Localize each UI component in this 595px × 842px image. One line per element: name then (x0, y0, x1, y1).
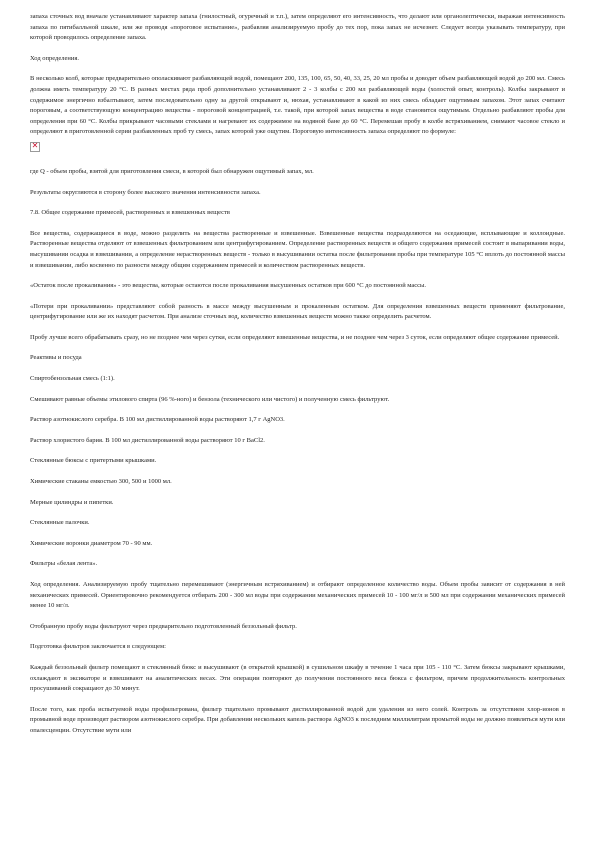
reagent-barium-chloride: Раствор хлористого бария. В 100 мл дистиллированной воды растворяют 10 г BaCl2. (30, 436, 265, 444)
solids-procedure-paragraph: Ход определения. Анализируемую пробу тщательно перемешивают (энергичным встряхиванием) и отбирают определенное количество воды. Объем пробы зависит от содержания в ней механических примесей. Ориентировочно рекомендуется отбирать 200 - 300 мл воды при содержании механических примесей 10 - 100 мг/л и 500 мл при содержании механических примесей менее 10 мг/л. (30, 581, 565, 610)
equipment-glass-rods: Стеклянные палочки. (30, 519, 90, 527)
reagent-alcohol-benzene: Спиртобензольная смесь (1:1). (30, 375, 115, 383)
formula-explanation: где Q - объем пробы, взятой для приготовления смеси, в которой был обнаружен ощутимый запах, мл. (30, 167, 314, 175)
broken-image-icon (30, 142, 40, 152)
odor-procedure-paragraph: В несколько колб, которые предварительно ополаскивают разбавляющей водой, помещают 200, 135, 100, 65, 50, 40, 33, 25, 20 мл пробы и доводят объем разбавляющей водой до 200 мл. Смесь должна иметь температуру 20 °С. В разных местах ряда проб дополнительно устанавливают 2 - 3 колбы с 200 мл разбавляющей воды (холостой опыт, контроль). Колбы закрывают и содержимое энергично взбалтывают, затем последовательно одну за другой открывают и, нюхая, устанавливают в какой из них смесь обладает ощутимым запахом. Этот запах считают пороговым, а соответствующую концентрацию вещества - пороговой концентрацией, т.е. такой, при которой запах вещества в воде становится ощутимым. Отдельно разбавляют пробы для определения при 60 °С. Колбы прикрывают часовыми стеклами и нагревают их содержимое на водяной бане до 60 °С. Перемешав пробу в колбе встряхиванием, снимают часовое стекло и определяют в приготовленной серии разбавленных проб ту смесь, запах которой уже ощутим. Пороговую интенсивность запаха определяют по формуле: (30, 75, 565, 136)
filter-drying-paragraph: Каждый беззольный фильтр помещают в стеклянный бюкс и высушивают (в открытой крышкой) в сушильном шкафу в течение 1 часа при 105 - 110 °С. Затем бюксы закрывают крышками, охлаждают в эксикаторе и взвешивают на аналитических весах. Эти операции повторяют до получения постоянного веса бюкса с фильтром, причем продолжительность контрольных просушиваний сокращают до 30 минут. (30, 663, 565, 693)
substances-paragraph: Все вещества, содержащиеся в воде, можно разделить на вещества растворенные и взвешенные. Взвешенные вещества подразделяются на оседающие, всплывающие и коллоидные. Растворенные вещества отделяют от взвешенных фильтрованием или центрифугированием. Определение растворенных веществ и общего содержания примесей состоит в выпаривании воды, высушивании осадка и взвешивании, а определение нерастворенных веществ - только в высушивании остатка после фильтрования пробы при температуре 105 °С вплоть до постоянной массы и взвешивании, либо косвенно по разности между общим содержанием примесей и количеством растворенных веществ. (30, 229, 565, 269)
equipment-funnels: Химические воронки диаметром 70 - 90 мм. (30, 539, 153, 547)
equipment-filters: Фильтры «белая лента». (30, 560, 98, 568)
formula-image (30, 142, 565, 167)
filter-prep-heading: Подготовка фильтров заключается в следующем: (30, 643, 166, 651)
equipment-beakers: Химические стаканы емкостью 300, 500 и 1000 мл. (30, 478, 172, 486)
equipment-weighing-bottles: Стеклянные бюксы с притертыми крышками. (30, 457, 157, 465)
filtering-paragraph: Отобранную пробу воды фильтруют через предварительно подготовленный беззольный фильтр. (30, 622, 297, 630)
reagent-silver-nitrate: Раствор азотнокислого серебра. В 100 мл дистиллированной воды растворяют 1,7 г AgNO3. (30, 416, 285, 424)
calcination-residue-paragraph: «Остаток после прокаливания» - это вещества, которые остаются после прокаливания высушенных остатков при 600 °С до постоянной массы. (30, 282, 427, 290)
reagent-mixing-instruction: Смешивают равные объемы этилового спирта (96 %-ного) и бензола (технического или чистого) и полученную смесь фильтруют. (30, 395, 390, 403)
odor-intro-paragraph: запаха сточных вод вначале устанавливают характер запаха (гнилостный, огуречный и т.п.), затем определяют его интенсивность, что делают или органолептически, выражая интенсивность запаха по пятибалльной шкале, или же проводя «пороговое испытание», разбавляя анализируемую пробу до тех пор, пока запах не исчезнет. Следует всегда указывать температуру, при которой проводилось определение запаха. (30, 13, 565, 42)
rounding-note: Результаты округляются в сторону более высокого значения интенсивности запаха. (30, 188, 261, 196)
equipment-cylinders: Мерные цилиндры и пипетки. (30, 498, 114, 506)
reagents-heading: Реактивы и посуда (30, 354, 82, 362)
filter-washing-paragraph: После того, как проба испытуемой воды профильтрована, фильтр тщательно промывают дистиллированной водой для удаления из него солей. Контроль за отсутствием хлор-ионов в промывной воде производят раствором азотнокислого серебра. При добавлении нескольких капель раствора AgNO3 к последним миллилитрам промытой воды не должно появляться мути или опалесценции. Отсутствие мути или (30, 705, 565, 734)
section-heading-7-8: 7.8. Общее содержание примесей, растворенных и взвешенных веществ (30, 209, 230, 217)
sample-timing-paragraph: Пробу лучше всего обрабатывать сразу, но не позднее чем через сутки, если определяют взвешенные вещества, и не позднее чем через 3 суток, если определяют общее содержание примесей. (30, 333, 560, 341)
calcination-loss-paragraph: «Потери при прокаливании» представляют собой разность в массе между высушенным и прокаленным остатком. Для определения взвешенных веществ применяют фильтрование, центрифугирование или же их находят расчетом. При анализе сточных вод, количество взвешенных веществ можно также определить расчетом. (30, 302, 565, 321)
procedure-heading: Ход определения. (30, 54, 79, 62)
